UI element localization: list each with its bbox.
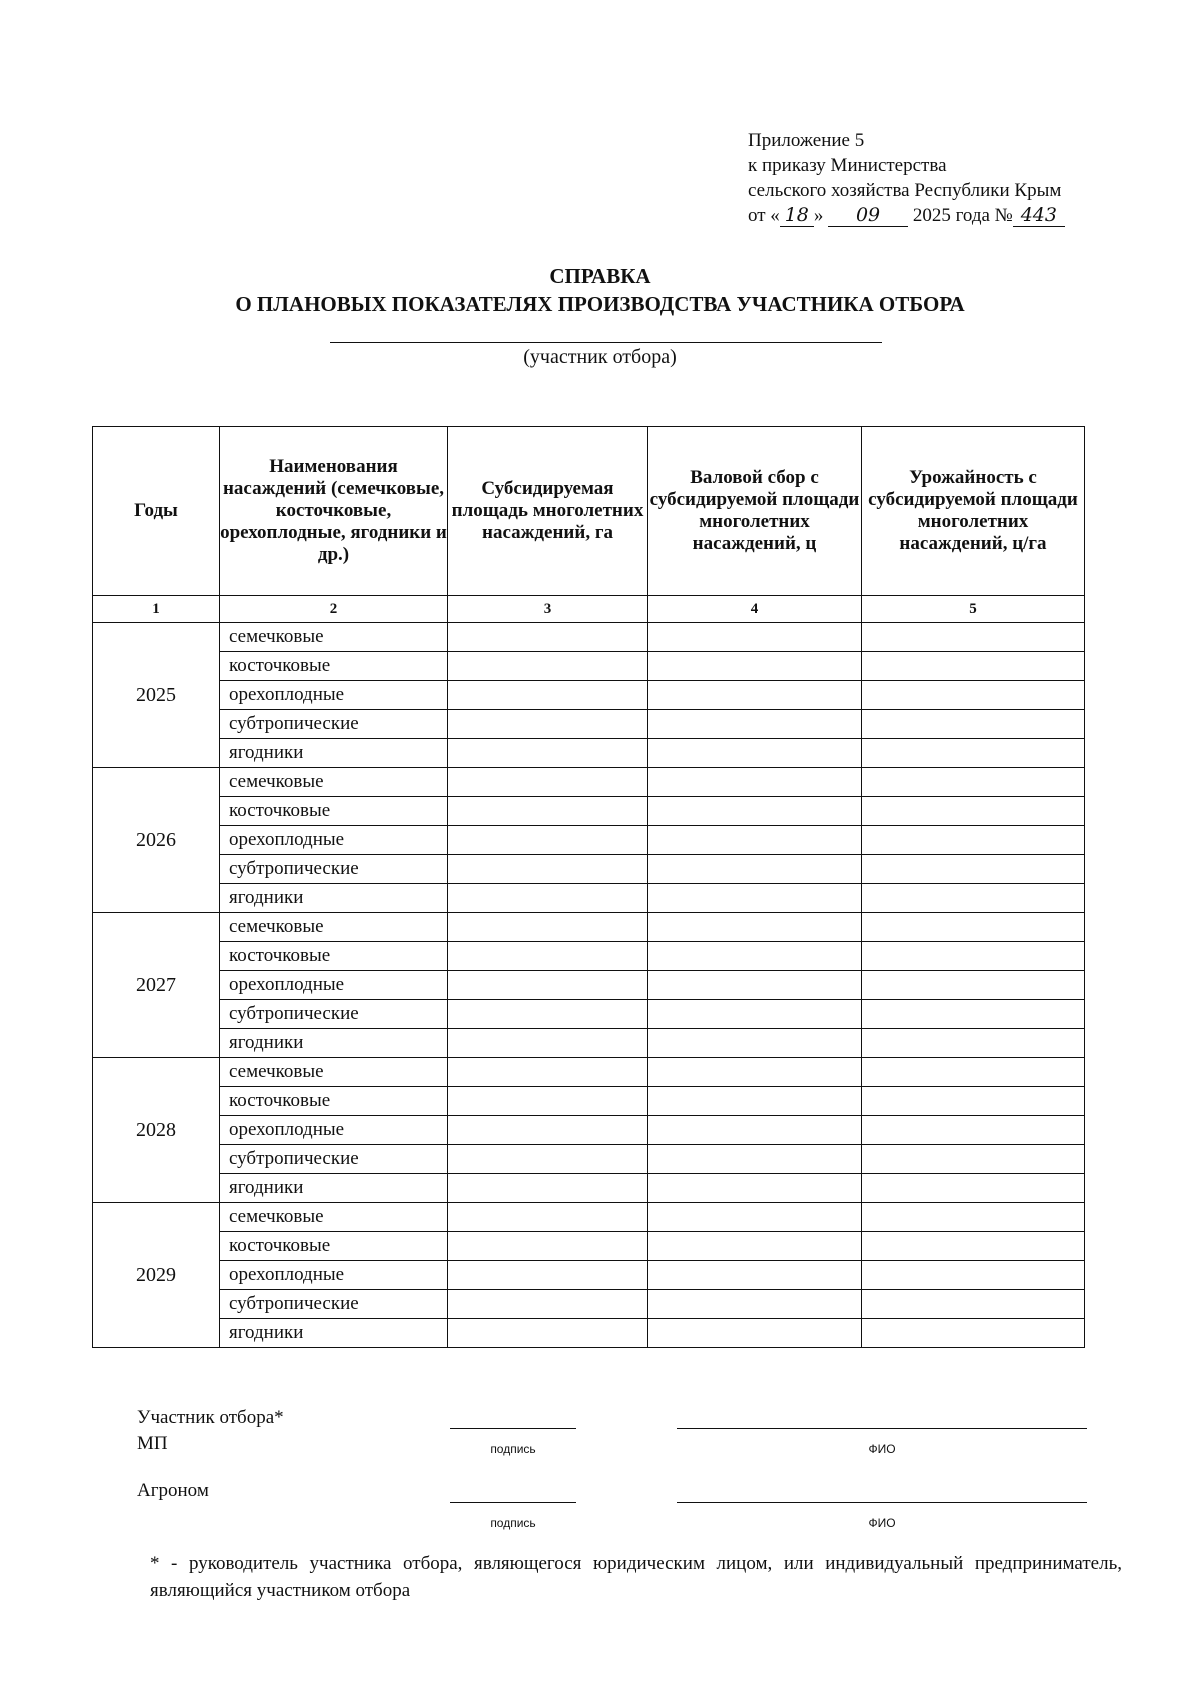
gross-yield-cell[interactable]	[648, 855, 862, 884]
table-row	[93, 1290, 1085, 1319]
table-row	[93, 855, 1085, 884]
date-day: 18	[780, 204, 814, 227]
area-cell[interactable]	[448, 1029, 648, 1058]
crop-cell: ягодники	[220, 1174, 448, 1203]
area-cell[interactable]	[448, 913, 648, 942]
productivity-cell[interactable]	[862, 1203, 1085, 1232]
fio-caption: ФИО	[868, 1516, 896, 1530]
crop-cell: субтропические	[220, 710, 448, 739]
gross-yield-cell[interactable]	[648, 971, 862, 1000]
gross-yield-cell[interactable]	[648, 942, 862, 971]
header-area: Субсидируемая площадь многолетних насаждений, га	[448, 427, 648, 596]
productivity-cell[interactable]	[862, 1261, 1085, 1290]
gross-yield-cell[interactable]	[648, 1058, 862, 1087]
crop-cell: субтропические	[220, 855, 448, 884]
participant-label: Участник отбора*	[137, 1407, 284, 1428]
agronomist-fio-line	[677, 1502, 1087, 1503]
header-row	[93, 427, 1085, 596]
productivity-cell[interactable]	[862, 797, 1085, 826]
order-number: 443	[1013, 204, 1065, 227]
gross-yield-cell[interactable]	[648, 884, 862, 913]
gross-yield-cell[interactable]	[648, 1174, 862, 1203]
productivity-cell[interactable]	[862, 942, 1085, 971]
table-row	[93, 1261, 1085, 1290]
gross-yield-cell[interactable]	[648, 768, 862, 797]
area-cell[interactable]	[448, 1232, 648, 1261]
table-row	[93, 1058, 1085, 1087]
gross-yield-cell[interactable]	[648, 1145, 862, 1174]
table-row	[93, 652, 1085, 681]
area-cell[interactable]	[448, 1058, 648, 1087]
crop-cell: косточковые	[220, 1087, 448, 1116]
productivity-cell[interactable]	[862, 1087, 1085, 1116]
header-gross-yield: Валовой сбор с субсидируемой площади многолетних насаждений, ц	[648, 427, 862, 596]
col-number: 4	[648, 596, 862, 623]
crop-cell: субтропические	[220, 1145, 448, 1174]
appendix-line-2: к приказу Министерства	[748, 155, 947, 176]
area-cell[interactable]	[448, 1319, 648, 1348]
gross-yield-cell[interactable]	[648, 1290, 862, 1319]
crop-cell: косточковые	[220, 942, 448, 971]
table-row	[93, 1000, 1085, 1029]
table-row	[93, 971, 1085, 1000]
area-cell[interactable]	[448, 710, 648, 739]
productivity-cell[interactable]	[862, 913, 1085, 942]
crop-cell: ягодники	[220, 1029, 448, 1058]
gross-yield-cell[interactable]	[648, 710, 862, 739]
gross-yield-cell[interactable]	[648, 1203, 862, 1232]
gross-yield-cell[interactable]	[648, 1319, 862, 1348]
productivity-cell[interactable]	[862, 739, 1085, 768]
table-row	[93, 1174, 1085, 1203]
production-table	[92, 426, 1085, 1348]
gross-yield-cell[interactable]	[648, 826, 862, 855]
crop-cell: орехоплодные	[220, 1261, 448, 1290]
appendix-line-3: сельского хозяйства Республики Крым	[748, 180, 1062, 201]
col-number: 3	[448, 596, 648, 623]
area-cell[interactable]	[448, 768, 648, 797]
gross-yield-cell[interactable]	[648, 623, 862, 652]
area-cell[interactable]	[448, 797, 648, 826]
appendix-line-1: Приложение 5	[748, 130, 865, 151]
crop-cell: косточковые	[220, 797, 448, 826]
appendix-date-line	[748, 203, 1065, 228]
productivity-cell[interactable]	[862, 1319, 1085, 1348]
productivity-cell[interactable]	[862, 826, 1085, 855]
area-cell[interactable]	[448, 1174, 648, 1203]
productivity-cell[interactable]	[862, 855, 1085, 884]
year-cell: 2025	[93, 623, 220, 768]
year-cell: 2026	[93, 768, 220, 913]
area-cell[interactable]	[448, 1203, 648, 1232]
area-cell[interactable]	[448, 623, 648, 652]
table-row	[93, 1203, 1085, 1232]
table-row	[93, 884, 1085, 913]
crop-cell: семечковые	[220, 1058, 448, 1087]
table-row	[93, 1116, 1085, 1145]
crop-cell: орехоплодные	[220, 1116, 448, 1145]
gross-yield-cell[interactable]	[648, 1000, 862, 1029]
participant-fio-line	[677, 1428, 1087, 1429]
productivity-cell[interactable]	[862, 1232, 1085, 1261]
table-row	[93, 1087, 1085, 1116]
participant-signature-line	[450, 1428, 576, 1429]
crop-cell: семечковые	[220, 768, 448, 797]
gross-yield-cell[interactable]	[648, 913, 862, 942]
table-row	[93, 797, 1085, 826]
date-mid: »	[813, 205, 824, 226]
area-cell[interactable]	[448, 1290, 648, 1319]
productivity-cell[interactable]	[862, 884, 1085, 913]
date-month: 09	[828, 204, 908, 227]
table-row	[93, 942, 1085, 971]
year-cell: 2027	[93, 913, 220, 1058]
crop-cell: орехоплодные	[220, 971, 448, 1000]
area-cell[interactable]	[448, 1000, 648, 1029]
area-cell[interactable]	[448, 1116, 648, 1145]
area-cell[interactable]	[448, 884, 648, 913]
area-cell[interactable]	[448, 1261, 648, 1290]
table-row	[93, 623, 1085, 652]
productivity-cell[interactable]	[862, 710, 1085, 739]
year-cell: 2028	[93, 1058, 220, 1203]
header-plantings: Наименования насаждений (семечковые, косточковые, орехоплодные, ягодники и др.)	[220, 427, 448, 596]
gross-yield-cell[interactable]	[648, 797, 862, 826]
productivity-cell[interactable]	[862, 1290, 1085, 1319]
mp-label: МП	[137, 1433, 168, 1454]
year-cell: 2029	[93, 1203, 220, 1348]
gross-yield-cell[interactable]	[648, 1087, 862, 1116]
crop-cell: субтропические	[220, 1000, 448, 1029]
area-cell[interactable]	[448, 739, 648, 768]
participant-name-line	[330, 342, 882, 343]
productivity-cell[interactable]	[862, 1116, 1085, 1145]
area-cell[interactable]	[448, 652, 648, 681]
doc-title: СПРАВКА	[549, 264, 651, 288]
gross-yield-cell[interactable]	[648, 681, 862, 710]
date-prefix: от «	[748, 205, 780, 226]
crop-cell: орехоплодные	[220, 826, 448, 855]
table-row	[93, 913, 1085, 942]
crop-cell: ягодники	[220, 1319, 448, 1348]
appendix-block	[748, 128, 1065, 228]
productivity-cell[interactable]	[862, 1174, 1085, 1203]
productivity-cell[interactable]	[862, 681, 1085, 710]
col-number: 2	[220, 596, 448, 623]
agronomist-signature-line	[450, 1502, 576, 1503]
table-row	[93, 681, 1085, 710]
col-number: 1	[93, 596, 220, 623]
crop-cell: ягодники	[220, 884, 448, 913]
productivity-cell[interactable]	[862, 971, 1085, 1000]
gross-yield-cell[interactable]	[648, 739, 862, 768]
header-productivity: Урожайность с субсидируемой площади многолетних насаждений, ц/га	[862, 427, 1085, 596]
col-number: 5	[862, 596, 1085, 623]
gross-yield-cell[interactable]	[648, 1232, 862, 1261]
signature-caption: подпись	[490, 1442, 536, 1456]
gross-yield-cell[interactable]	[648, 1261, 862, 1290]
crop-cell: семечковые	[220, 913, 448, 942]
crop-cell: семечковые	[220, 623, 448, 652]
table-row	[93, 710, 1085, 739]
area-cell[interactable]	[448, 1087, 648, 1116]
productivity-cell[interactable]	[862, 768, 1085, 797]
crop-cell: косточковые	[220, 1232, 448, 1261]
participant-caption: (участник отбора)	[523, 346, 677, 368]
table-row	[93, 1232, 1085, 1261]
fio-caption: ФИО	[868, 1442, 896, 1456]
crop-cell: косточковые	[220, 652, 448, 681]
gross-yield-cell[interactable]	[648, 652, 862, 681]
column-number-row	[93, 596, 1085, 623]
table-row	[93, 739, 1085, 768]
area-cell[interactable]	[448, 681, 648, 710]
table-row	[93, 826, 1085, 855]
footnote: * - руководитель участника отбора, являющегося юридическим лицом, или индивидуальный предприниматель, являющийся участником отбора	[150, 1553, 1122, 1601]
area-cell[interactable]	[448, 1145, 648, 1174]
productivity-cell[interactable]	[862, 623, 1085, 652]
signature-caption: подпись	[490, 1516, 536, 1530]
table-row	[93, 768, 1085, 797]
doc-subtitle: О ПЛАНОВЫХ ПОКАЗАТЕЛЯХ ПРОИЗВОДСТВА УЧАСТНИКА ОТБОРА	[235, 292, 965, 316]
area-cell[interactable]	[448, 971, 648, 1000]
productivity-cell[interactable]	[862, 1145, 1085, 1174]
crop-cell: субтропические	[220, 1290, 448, 1319]
crop-cell: ягодники	[220, 739, 448, 768]
date-year-text: 2025 года №	[912, 205, 1013, 226]
table-row	[93, 1145, 1085, 1174]
productivity-cell[interactable]	[862, 1029, 1085, 1058]
gross-yield-cell[interactable]	[648, 1116, 862, 1145]
gross-yield-cell[interactable]	[648, 1029, 862, 1058]
productivity-cell[interactable]	[862, 1000, 1085, 1029]
crop-cell: орехоплодные	[220, 681, 448, 710]
area-cell[interactable]	[448, 855, 648, 884]
area-cell[interactable]	[448, 826, 648, 855]
productivity-cell[interactable]	[862, 652, 1085, 681]
crop-cell: семечковые	[220, 1203, 448, 1232]
table-row	[93, 1029, 1085, 1058]
agronomist-label: Агроном	[137, 1480, 209, 1501]
table-row	[93, 1319, 1085, 1348]
header-years: Годы	[93, 427, 220, 596]
area-cell[interactable]	[448, 942, 648, 971]
productivity-cell[interactable]	[862, 1058, 1085, 1087]
